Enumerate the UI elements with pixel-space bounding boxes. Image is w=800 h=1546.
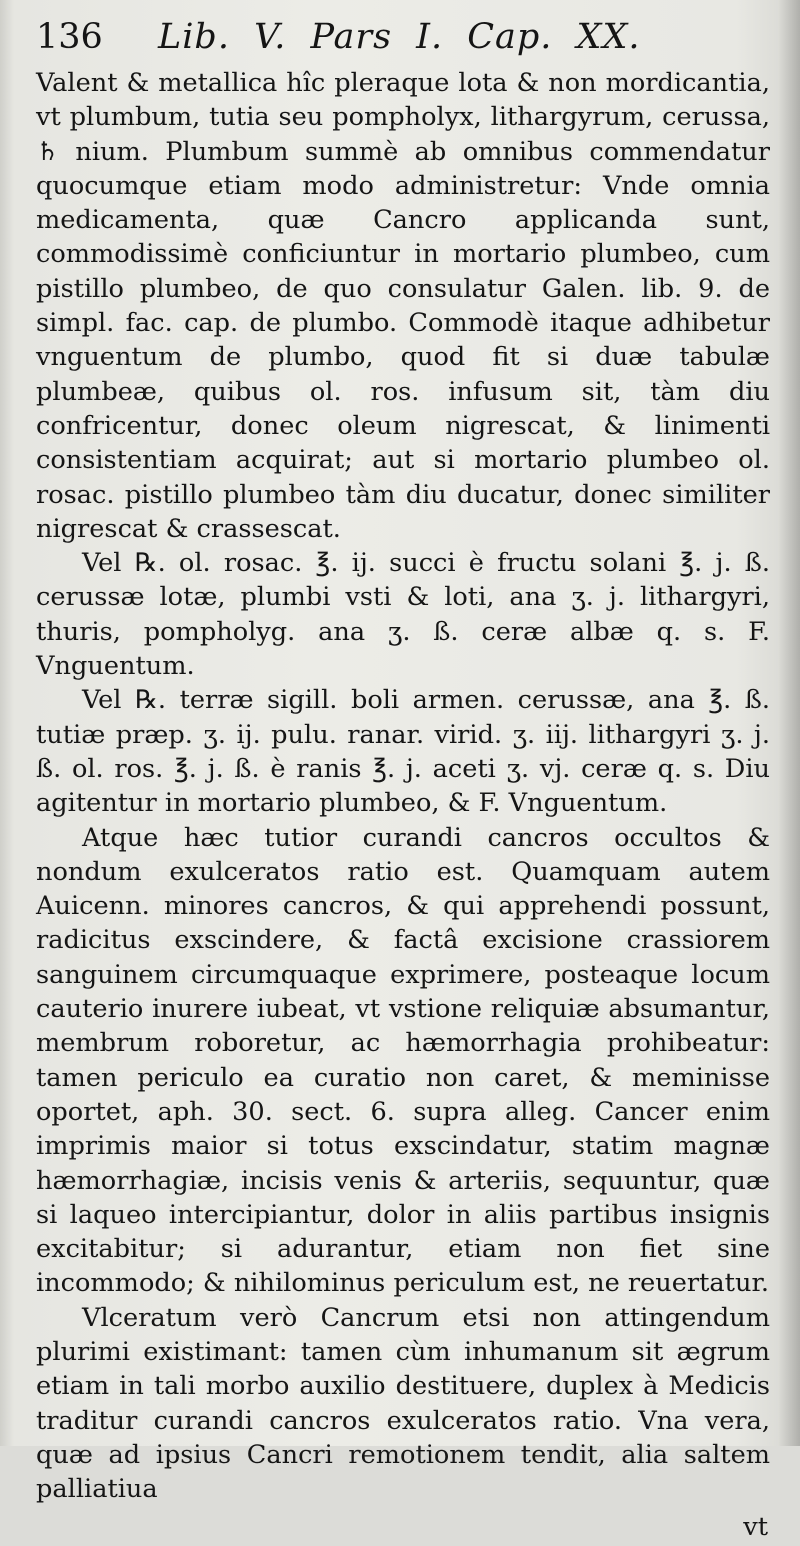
running-header xyxy=(36,14,770,64)
paragraph-cancros-occultos: Atque hæc tutior curandi cancros occultos & nondum exulceratos ratio est. Quamquam autem Auicenn. minores cancros, & qui apprehendi possunt, radicitus exscindere, & factâ excisione crassiorem sanguinem circumquaque exprimere, posteaque locum cauterio inurere iubeat, vt vstione reliquiæ absumantur, membrum roboretur, ac hæmorrhagia prohibeatur: tamen periculo ea curatio non caret, & meminisse oportet, aph. 30. sect. 6. supra alleg. Cancer enim imprimis maior si totus exscindatur, statim magnæ hæmorrhagiæ, incisis venis & arteriis, sequuntur, quæ si laqueo intercipiantur, dolor in aliis partibus insignis excitabitur; si adurantur, etiam non fiet sine incommodo; & nihilominus periculum est, ne reuertatur. xyxy=(36,822,770,1299)
catchword: vt xyxy=(743,1512,768,1543)
paragraph-recipe-1: Vel ℞. ol. rosac. ℥. ij. succi è fructu solani ℥. j. ß. cerussæ lotæ, plumbi vsti & loti, ana ʒ. j. lithargyri, thuris, pompholyg. ana ʒ. ß. ceræ albæ q. s. F. Vnguentum. xyxy=(36,548,770,682)
page-number: 136 xyxy=(36,17,103,57)
paragraph-metallica: Valent & metallica hîc pleraque lota & non mordicantia, vt plumbum, tutia seu pompholyx, lithargyrum, cerussa, ♄ nium. Plumbum summè ab omnibus commendatur quocumque etiam modo administretur: Vnde omnia medicamenta, quæ Cancro applicanda sunt, commodissimè conficiuntur in mortario plumbeo, cum pistillo plumbeo, de quo consulatur Galen. lib. 9. de simpl. fac. cap. de plumbo. Commodè itaque adhibetur vnguentum de plumbo, quod fit si duæ tabulæ plumbeæ, quibus ol. ros. infusum sit, tàm diu confricentur, donec oleum nigrescat, & linimenti consistentiam acquirat; aut si mortario plumbeo ol. rosac. pistillo plumbeo tàm diu ducatur, donec similiter nigrescat & crassescat. xyxy=(36,68,770,544)
running-title: Lib. V. Pars I. Cap. XX. xyxy=(158,17,641,57)
body-text xyxy=(36,66,770,1506)
paragraph-recipe-2: Vel ℞. terræ sigill. boli armen. cerussæ, ana ℥. ß. tutiæ præp. ʒ. ij. pulu. ranar. virid. ʒ. iij. lithargyri ʒ. j. ß. ol. ros. ℥. j. ß. è ranis ℥. j. aceti ʒ. vj. ceræ q. s. Diu agitentur in mortario plumbeo, & F. Vnguentum. xyxy=(36,685,770,819)
paragraph-cancrum-vlceratum: Vlceratum verò Cancrum etsi non attingendum plurimi existimant: tamen cùm inhumanum sit ægrum etiam in tali morbo auxilio destituere, duplex à Medicis traditur curandi cancros exulceratos ratio. Vna vera, quæ ad ipsius Cancri remotionem tendit, alia saltem palliatiua xyxy=(36,1302,770,1505)
